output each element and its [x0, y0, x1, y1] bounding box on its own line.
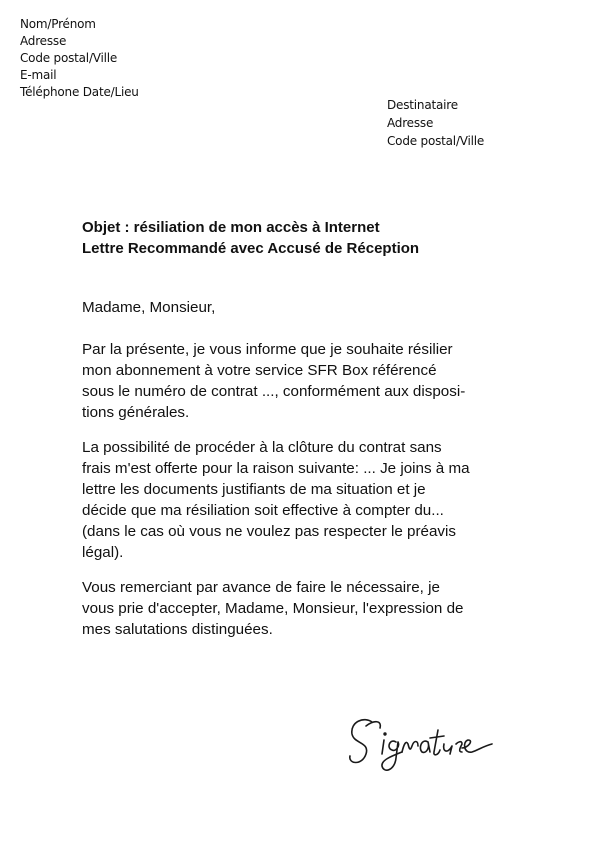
paragraph-2-line: La possibilité de procéder à la clôture du contrat sans: [82, 439, 442, 456]
paragraph-1-line: sous le numéro de contrat ..., conformément aux disposi-: [82, 383, 466, 400]
sender-postal-city: Code postal/Ville: [20, 51, 118, 65]
paragraph-2-line: décide que ma résiliation soit effective à compter du...: [82, 502, 444, 519]
paragraph-1: [82, 339, 522, 423]
recipient-block: [387, 96, 484, 150]
delivery-method-line: Lettre Recommandé avec Accusé de Réception: [82, 240, 420, 257]
paragraph-2-line: (dans le cas où vous ne voulez pas respecter le préavis: [82, 523, 456, 540]
recipient-address: Adresse: [387, 116, 434, 130]
sender-email: E-mail: [20, 68, 57, 82]
sender-name: Nom/Prénom: [20, 17, 96, 31]
handwritten-signature: [344, 708, 504, 788]
recipient-postal-city: Code postal/Ville: [387, 134, 485, 148]
paragraph-1-line: mon abonnement à votre service SFR Box référencé: [82, 362, 437, 379]
paragraph-3: [82, 577, 522, 640]
subject-line: Objet : résiliation de mon accès à Internet: [82, 219, 380, 236]
paragraph-1-line: Par la présente, je vous informe que je souhaite résilier: [82, 341, 453, 358]
sender-address: Adresse: [20, 34, 67, 48]
salutation: [82, 297, 522, 318]
paragraph-2-line: frais m'est offerte pour la raison suivante: ... Je joins à ma: [82, 460, 470, 477]
sender-block: [20, 16, 139, 101]
recipient-name: Destinataire: [387, 98, 458, 112]
paragraph-2-line: lettre les documents justifiants de ma situation et je: [82, 481, 426, 498]
paragraph-1-line: tions générales.: [82, 404, 190, 421]
paragraph-3-line: mes salutations distinguées.: [82, 621, 273, 638]
paragraph-2: [82, 437, 522, 563]
salutation-text: Madame, Monsieur,: [82, 299, 216, 316]
paragraph-3-line: Vous remerciant par avance de faire le nécessaire, je: [82, 579, 440, 596]
paragraph-3-line: vous prie d'accepter, Madame, Monsieur, l'expression de: [82, 600, 464, 617]
paragraph-2-line: légal).: [82, 544, 124, 561]
sender-phone-date: Téléphone Date/Lieu: [20, 85, 139, 99]
subject-block: [82, 217, 419, 259]
